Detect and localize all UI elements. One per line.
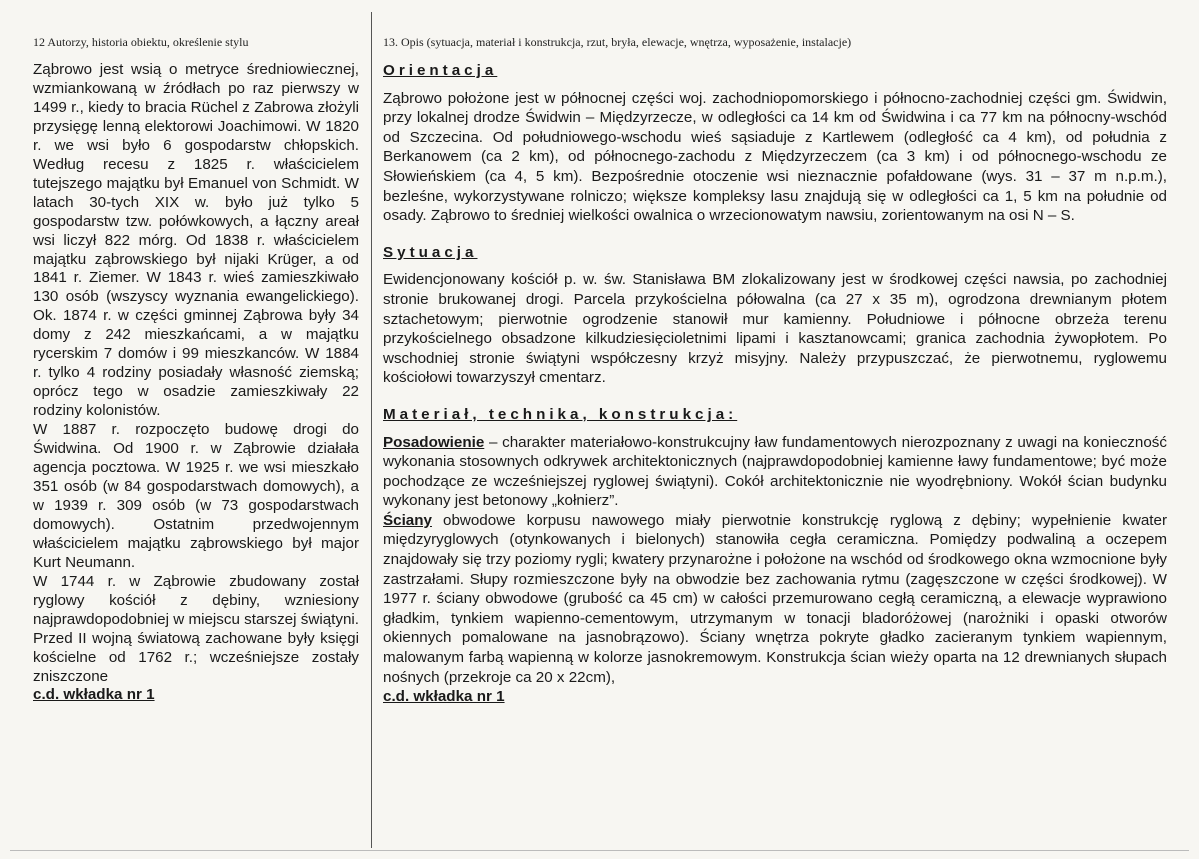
history-paragraph-1: Ząbrowo jest wsią o metryce średniowiecznej, wzmiankowaną w źródłach po raz pierwszy w 1499 r., kiedy to bracia Rüchel z Zabrowa złożyli przysięgę lenną elektorowi Joachimowi. W 1820 r. we wsi było 6 gospodarstw chłopskich. Według recesu z 1825 r. właścicielem tutejszego majątku był Emanuel von Schmidt. W latach 30-tych XIX w. było już tylko 5 gospodarstw tzw. połówkowych, a łączny areał wsi liczył 822 mórg. Od 1838 r. właścicielem majątku ząbrowskiego był nijaki Krüger, a od 1841 r. Ziemer. W 1843 r. wieś zamieszkiwało 130 osób (wszyscy wyznania ewangelickiego). Ok. 1874 r. w części gminnej Ząbrowa były 34 domy z 242 mieszkańcami, a w majątku rycerskim 7 domów i 99 mieszkanców. W 1884 r. tylko 4 rodziny posiadały własność ziemską; oprócz tego w osadzie zamieszkiwały 22 rodziny kolonistów. bbox=[33, 61, 359, 420]
left-column bbox=[33, 61, 359, 705]
right-column-header: 13. Opis (sytuacja, materiał i konstrukcja, rzut, bryła, elewacje, wnętrza, wyposażenie, instalacje) bbox=[383, 35, 852, 49]
sytuacja-text: Ewidencjonowany kościół p. w. św. Stanisława BM zlokalizowany jest w środkowej części nawsia, po zachodniej stronie brukowanej drogi. Parcela przykościelna półowalna (ca 27 x 35 m), ogrodzona drewnianym płotem sztachetowym; pierwotnie ogrodzenie stanowił mur kamienny. Południowe i północne obrzeża terenu przykościelnego obsadzone kilkudziesięcioletnimi lipami i kasztanowcami; granica zachodnia żywopłotem. Po wschodniej stronie świątyni współczesny krzyż misyjny. Należy przypuszczać, że pierwotnemu, ryglowemu kościołowi towarzyszył cmentarz. bbox=[383, 271, 1167, 387]
history-paragraph-2: W 1887 r. rozpoczęto budowę drogi do Świdwina. Od 1900 r. w Ząbrowie działała agencja pocztowa. W 1925 r. we wsi mieszkało 351 osób (w 84 gospodarstwach domowych), a w 1939 r. 309 osób (w 73 gospodarstwach domowych). Ostatnim przedwojennym właścicielem majątku ząbrowskiego był major Kurt Neumann. bbox=[33, 421, 359, 571]
sciany-text: obwodowe korpusu nawowego miały pierwotnie konstrukcję ryglową z dębiny; wypełnienie kwater międzyryglowych (otynkowanych i bielonych) stanowiła cegła ceramiczna. Pomiędzy podwaliną a oczepem znajdowały się trzy poziomy rygli; kwatery przynarożne i położone na wschód od środkowego okna wzmocnione były zastrzałami. Słupy rozmieszczone były na obwodzie bez zachowania rytmu (zagęszczone w części środkowej). W 1977 r. ściany obwodowe (grubość ca 45 cm) w całości przemurowano cegłą ceramiczną, a elewacje wyprawiono gładkim, tynkiem wapienno-cementowym, utrzymanym w tonacji bladoróżowej (narożniki i opaski otworów okiennych pomalowane na jasnobrązowo). Ściany wnętrza pokryte gładko zacieranym tynkiem wapiennym, malowanym farbą wapienną w kolorze jasnokremowym. Konstrukcja ścian wieży oparta na 12 drewnianych słupach nośnych (przekroje ca 20 x 22cm), bbox=[383, 511, 1167, 686]
left-column-header: 12 Autorzy, historia obiektu, określenie stylu bbox=[33, 35, 249, 49]
posadowienie-paragraph bbox=[383, 433, 1167, 511]
bottom-rule bbox=[10, 850, 1189, 851]
section-heading-material: Materiał, technika, konstrukcja: bbox=[383, 405, 738, 423]
section-heading-sytuacja: Sytuacja bbox=[383, 243, 478, 261]
right-continuation-note: c.d. wkładka nr 1 bbox=[383, 688, 505, 706]
sciany-paragraph bbox=[383, 511, 1167, 687]
left-continuation-note: c.d. wkładka nr 1 bbox=[33, 686, 155, 704]
posadowienie-label: Posadowienie bbox=[383, 433, 485, 451]
column-divider bbox=[371, 12, 372, 848]
orientacja-text: Ząbrowo położone jest w północnej części woj. zachodniopomorskiego i północno-zachodniej części gm. Świdwin, przy lokalnej drodze Świdwin – Międzyrzecze, w odległości ca 14 km od Świdwina i ca 77 km na północny-wschód od Szczecina. Od południowego-wschodu wieś sąsiaduje z Kartlewem (odległość ca 4 km), od południa z Berkanowem (ca 2 km), od północnego-zachodu z Międzyrzeczem (ca 3 km) i od północnego-wschodu ze Słowieńskiem (ca 4, 5 km). Bezpośrednie otoczenie wsi nieznacznie pofałdowane (wys. 31 – 37 m n.p.m.), bezleśne, wykorzystywane rolniczo; większe kompleksy lasu znajdują się w odległości ca 1, 5 km na południe od osady. Ząbrowo to średniej wielkości owalnica o wrzecionowatym nawsiu, zorientowanym na osi N – S. bbox=[383, 89, 1167, 225]
section-heading-orientacja: Orientacja bbox=[383, 62, 498, 79]
sciany-label: Ściany bbox=[383, 511, 432, 529]
history-paragraph-3: W 1744 r. w Ząbrowie zbudowany został ryglowy kościół z dębiny, wzniesiony najprawdopodobniej w miejscu starszej świątyni. Przed II wojną światową zachowane były księgi kościelne od 1762 r.; wcześniejsze zostały zniszczone bbox=[33, 572, 359, 685]
right-column bbox=[383, 61, 1167, 707]
posadowienie-text: – charakter materiałowo-konstrukcujny ław fundamentowych nierozpoznany z uwagi na konieczność wykonania stosownych odkrywek architektonicznych (najprawdopodobniej kamienne ławy fundamentowe; być może pochodzące ze wcześniejszej ryglowej świątyni). Cokół architektonicznie nie wyodrębniony. Wokół ścian budynku wykonany jest betonowy „kołnierz”. bbox=[383, 433, 1167, 510]
